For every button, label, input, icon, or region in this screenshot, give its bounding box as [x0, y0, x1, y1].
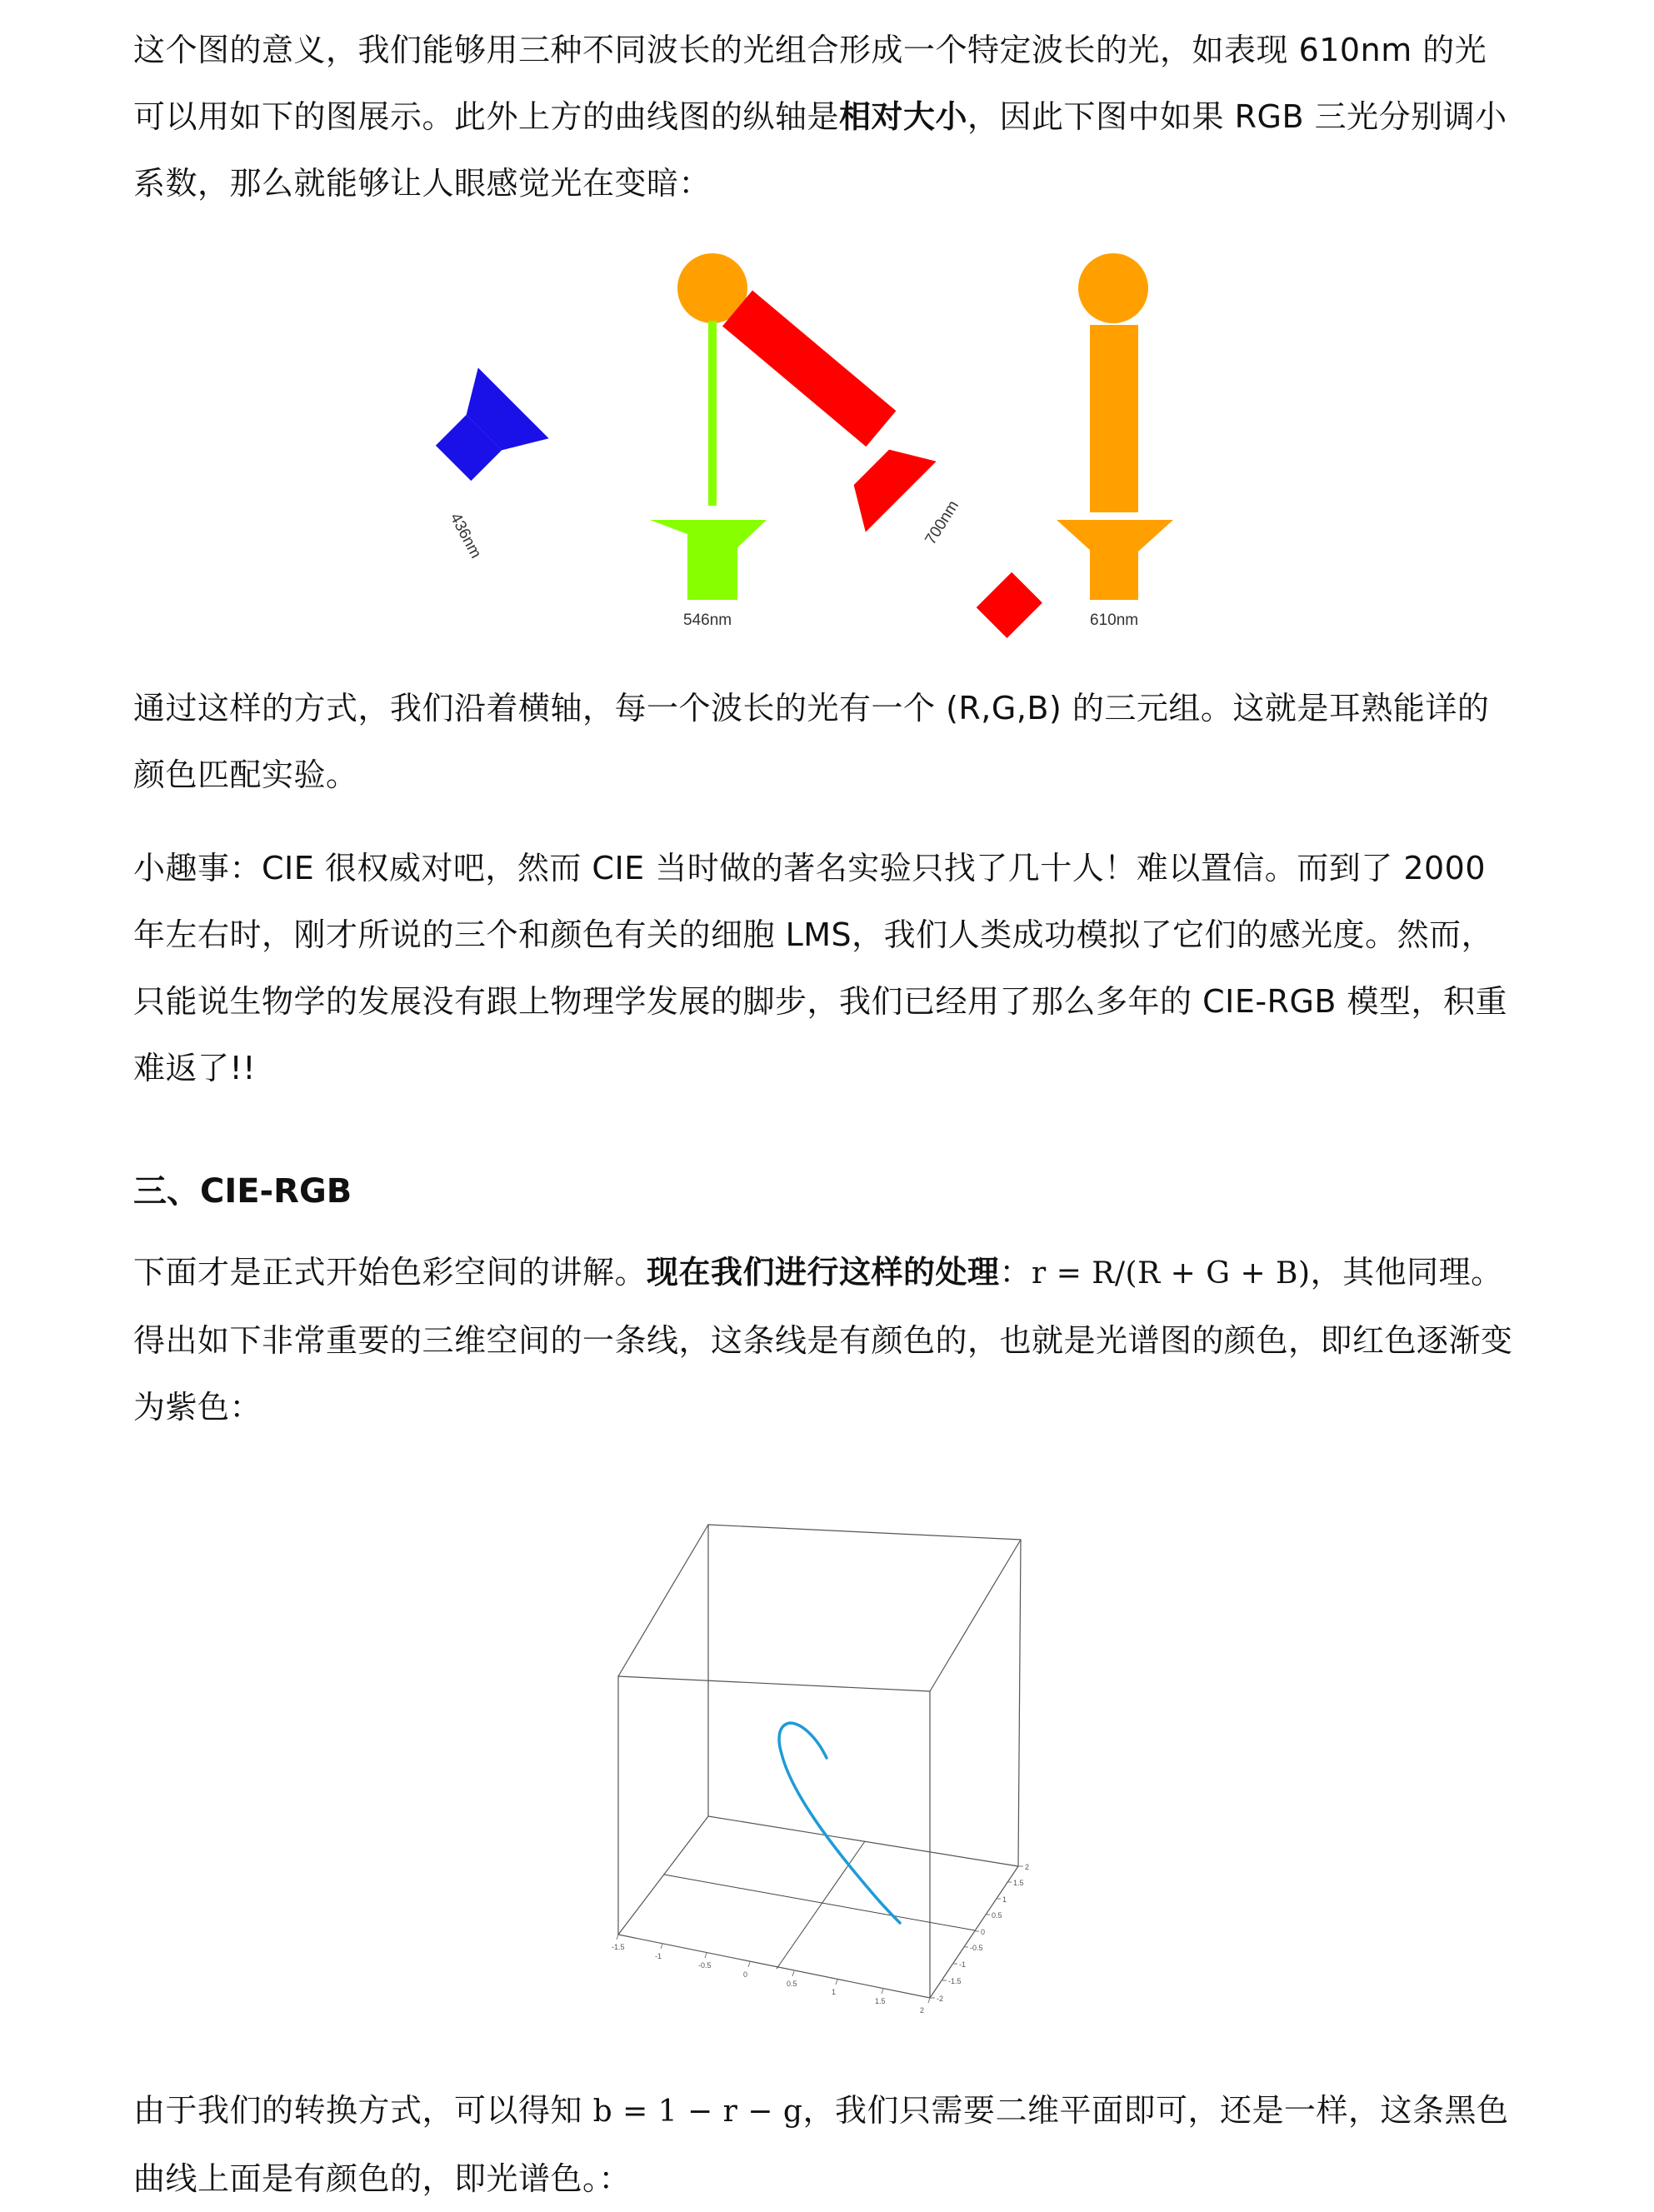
formula-r: r = R/(R + G + B) [1032, 1256, 1311, 1291]
formula-b: b = 1 − r − g [592, 2095, 803, 2129]
tick-right-2: -1 [959, 1960, 967, 1969]
tick-marks-right [930, 1866, 1023, 1998]
tick-front-1: -1 [655, 1952, 662, 1960]
orange-light-source [1057, 520, 1173, 600]
paragraph-fun-fact [133, 835, 1517, 1101]
label-436nm: 436nm [446, 510, 485, 562]
bold-relative-size: 相对大小 [839, 98, 968, 135]
tick-front-4: 0.5 [787, 1980, 797, 1988]
paragraph-matching-text: 通过这样的方式，我们沿着横轴，每一个波长的光有一个 (R,G,B) 的三元组。这就是耳熟能详的颜色匹配实验。 [133, 690, 1490, 793]
orange-sphere-right [1078, 253, 1148, 323]
tick-right-6: 1 [1002, 1895, 1007, 1904]
tick-right-3: -0.5 [970, 1944, 983, 1952]
paragraph-2d-plane-text: 由于我们的转换方式，可以得知 [133, 2092, 593, 2129]
label-700nm: 700nm [922, 497, 963, 548]
tick-labels-front [612, 1943, 924, 2015]
label-546nm: 546nm [683, 612, 732, 629]
blue-light-source [418, 367, 549, 498]
tick-labels-right [937, 1863, 1029, 2003]
bold-processing: 现在我们进行这样的处理 [647, 1254, 1000, 1291]
tick-right-1: -1.5 [948, 1977, 962, 1985]
spectral-locus-curve [779, 1723, 900, 1923]
label-610nm: 610nm [1090, 612, 1139, 629]
paragraph-2d-plane [133, 2077, 1517, 2212]
green-beam [708, 321, 717, 506]
paragraph-intro-text: 这个图的意义，我们能够用三种不同波长的光组合形成一个特定波长的光，如表现 610nm 的光可以用如下的图展示。此外上方的曲线图的纵轴是 [133, 32, 1487, 135]
paragraph-intro [133, 17, 1517, 217]
cube-wireframe [618, 1525, 1021, 1998]
colon: ： [999, 1254, 1032, 1291]
tick-front-6: 1.5 [875, 1997, 886, 2005]
tick-right-0: -2 [937, 1995, 944, 2003]
cie-rgb-3d-plot [583, 1500, 1050, 2016]
paragraph-matching-experiment [133, 675, 1517, 808]
red-light-source [836, 432, 1060, 642]
tick-front-3: 0 [743, 1970, 748, 1979]
green-light-source [650, 520, 767, 600]
tick-front-5: 1 [832, 1988, 837, 1996]
tick-right-4: 0 [981, 1928, 986, 1936]
color-matching-figure [417, 242, 1217, 642]
paragraph-normalization-text: 下面才是正式开始色彩空间的讲解。 [133, 1254, 647, 1291]
section-heading-cie-rgb: 三、CIE-RGB [133, 1172, 352, 1211]
tick-front-0: -1.5 [612, 1943, 625, 1951]
paragraph-2d-plane-text-2: ，我们只需要二维平面即可，还是一样，这条黑色曲线上面是有颜色的，即光谱色。： [133, 2092, 1509, 2197]
tick-right-8: 2 [1025, 1863, 1030, 1871]
paragraph-normalization [133, 1239, 1517, 1441]
tick-right-5: 0.5 [992, 1911, 1002, 1920]
tick-front-2: -0.5 [698, 1961, 712, 1970]
floor-grid [664, 1841, 975, 1969]
paragraph-normalization-text-2: ，其他同理。得出如下非常重要的三维空间的一条线，这条线是有颜色的，也就是光谱图的颜色，即红色逐渐变为紫色： [133, 1254, 1513, 1426]
paragraph-intro-text-2: ，因此下图中如果 RGB 三光分别调小系数，那么就能够让人眼感觉光在变暗： [133, 98, 1507, 202]
red-beam [722, 291, 896, 447]
orange-beam [1090, 325, 1138, 512]
paragraph-fun-fact-text: 小趣事：CIE 很权威对吧，然而 CIE 当时做的著名实验只找了几十人！难以置信。而到了 2000 年左右时，刚才所说的三个和颜色有关的细胞 LMS，我们人类成功模拟了它们的感光度。然而，只能说生物学的发展没有跟上物理学发展的脚步，我们已经用了那么多年的 CIE-RGB 模型，积重难返了!! [133, 850, 1508, 1086]
tick-marks-front [617, 1935, 930, 2003]
tick-front-7: 2 [920, 2006, 925, 2015]
tick-right-7: 1.5 [1013, 1879, 1024, 1887]
